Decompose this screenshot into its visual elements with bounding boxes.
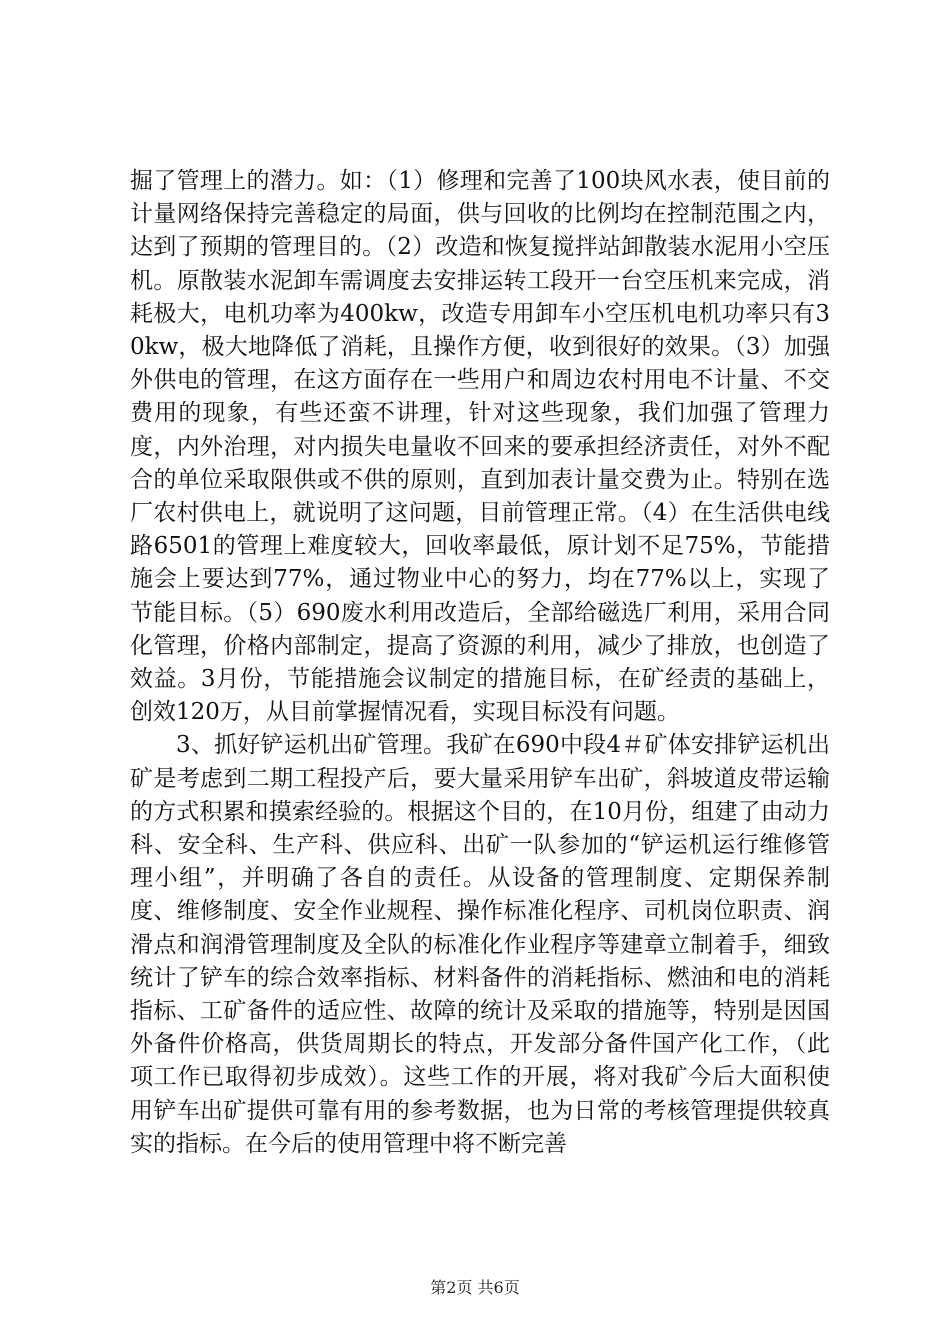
- paragraph-shovel-loader-management: 3、抓好铲运机出矿管理。我矿在690中段4＃矿体安排铲运机出矿是考虑到二期工程投产后，要大量采用铲车出矿，斜坡道皮带运输的方式积累和摸索经验的。根据这个目的，在10月份，组建了由动力科、安全科、生产科、供应科、出矿一队参加的“铲运机运行维修管理小组”，并明确了各自的责任。从设备的管理制度、定期保养制度、维修制度、安全作业规程、操作标准化程序、司机岗位职责、润滑点和润滑管理制度及全队的标准化作业程序等建章立制着手，细致统计了铲车的综合效率指标、材料备件的消耗指标、燃油和电的消耗指标、工矿备件的适应性、故障的统计及采取的措施等，特别是因国外备件价格高，供货周期长的特点，开发部分备件国产化工作，（此项工作已取得初步成效）。这些工作的开展，将对我矿今后大面积使用铲车出矿提供可靠有用的参考数据，也为日常的考核管理提供较真实的指标。在今后的使用管理中将不断完善: [130, 732, 830, 1157]
- paragraph-continued: 掘了管理上的潜力。如：（1）修理和完善了100块风水表，使目前的计量网络保持完善稳定的局面，供与回收的比例均在控制范围之内，达到了预期的管理目的。（2）改造和恢复搅拌站卸散装水泥用小空压机。原散装水泥卸车需调度去安排运转工段开一台空压机来完成，消耗极大，电机功率为400kw，改造专用卸车小空压机电机功率只有30kw，极大地降低了消耗，且操作方便，收到很好的效果。（3）加强外供电的管理，在这方面存在一些用户和周边农村用电不计量、不交费用的现象，有些还蛮不讲理，针对这些现象，我们加强了管理力度，内外治理，对内损失电量收不回来的要承担经济责任，对外不配合的单位采取限供或不供的原则，直到加表计量交费为止。特别在选厂农村供电上，就说明了这问题，目前管理正常。（4）在生活供电线路6501的管理上难度较大，回收率最低，原计划不足75%，节能措施会上要达到77%，通过物业中心的努力，均在77%以上，实现了节能目标。（5）690废水利用改造后，全部给磁选厂利用，采用合同化管理，价格内部制定，提高了资源的利用，减少了排放，也创造了效益。3月份，节能措施会议制定的措施目标，在矿经责的基础上，创效120万，从目前掌握情况看，实现目标没有问题。: [130, 168, 830, 726]
- document-body: [130, 165, 830, 1161]
- page-number-footer: 第2页 共6页: [430, 1278, 520, 1297]
